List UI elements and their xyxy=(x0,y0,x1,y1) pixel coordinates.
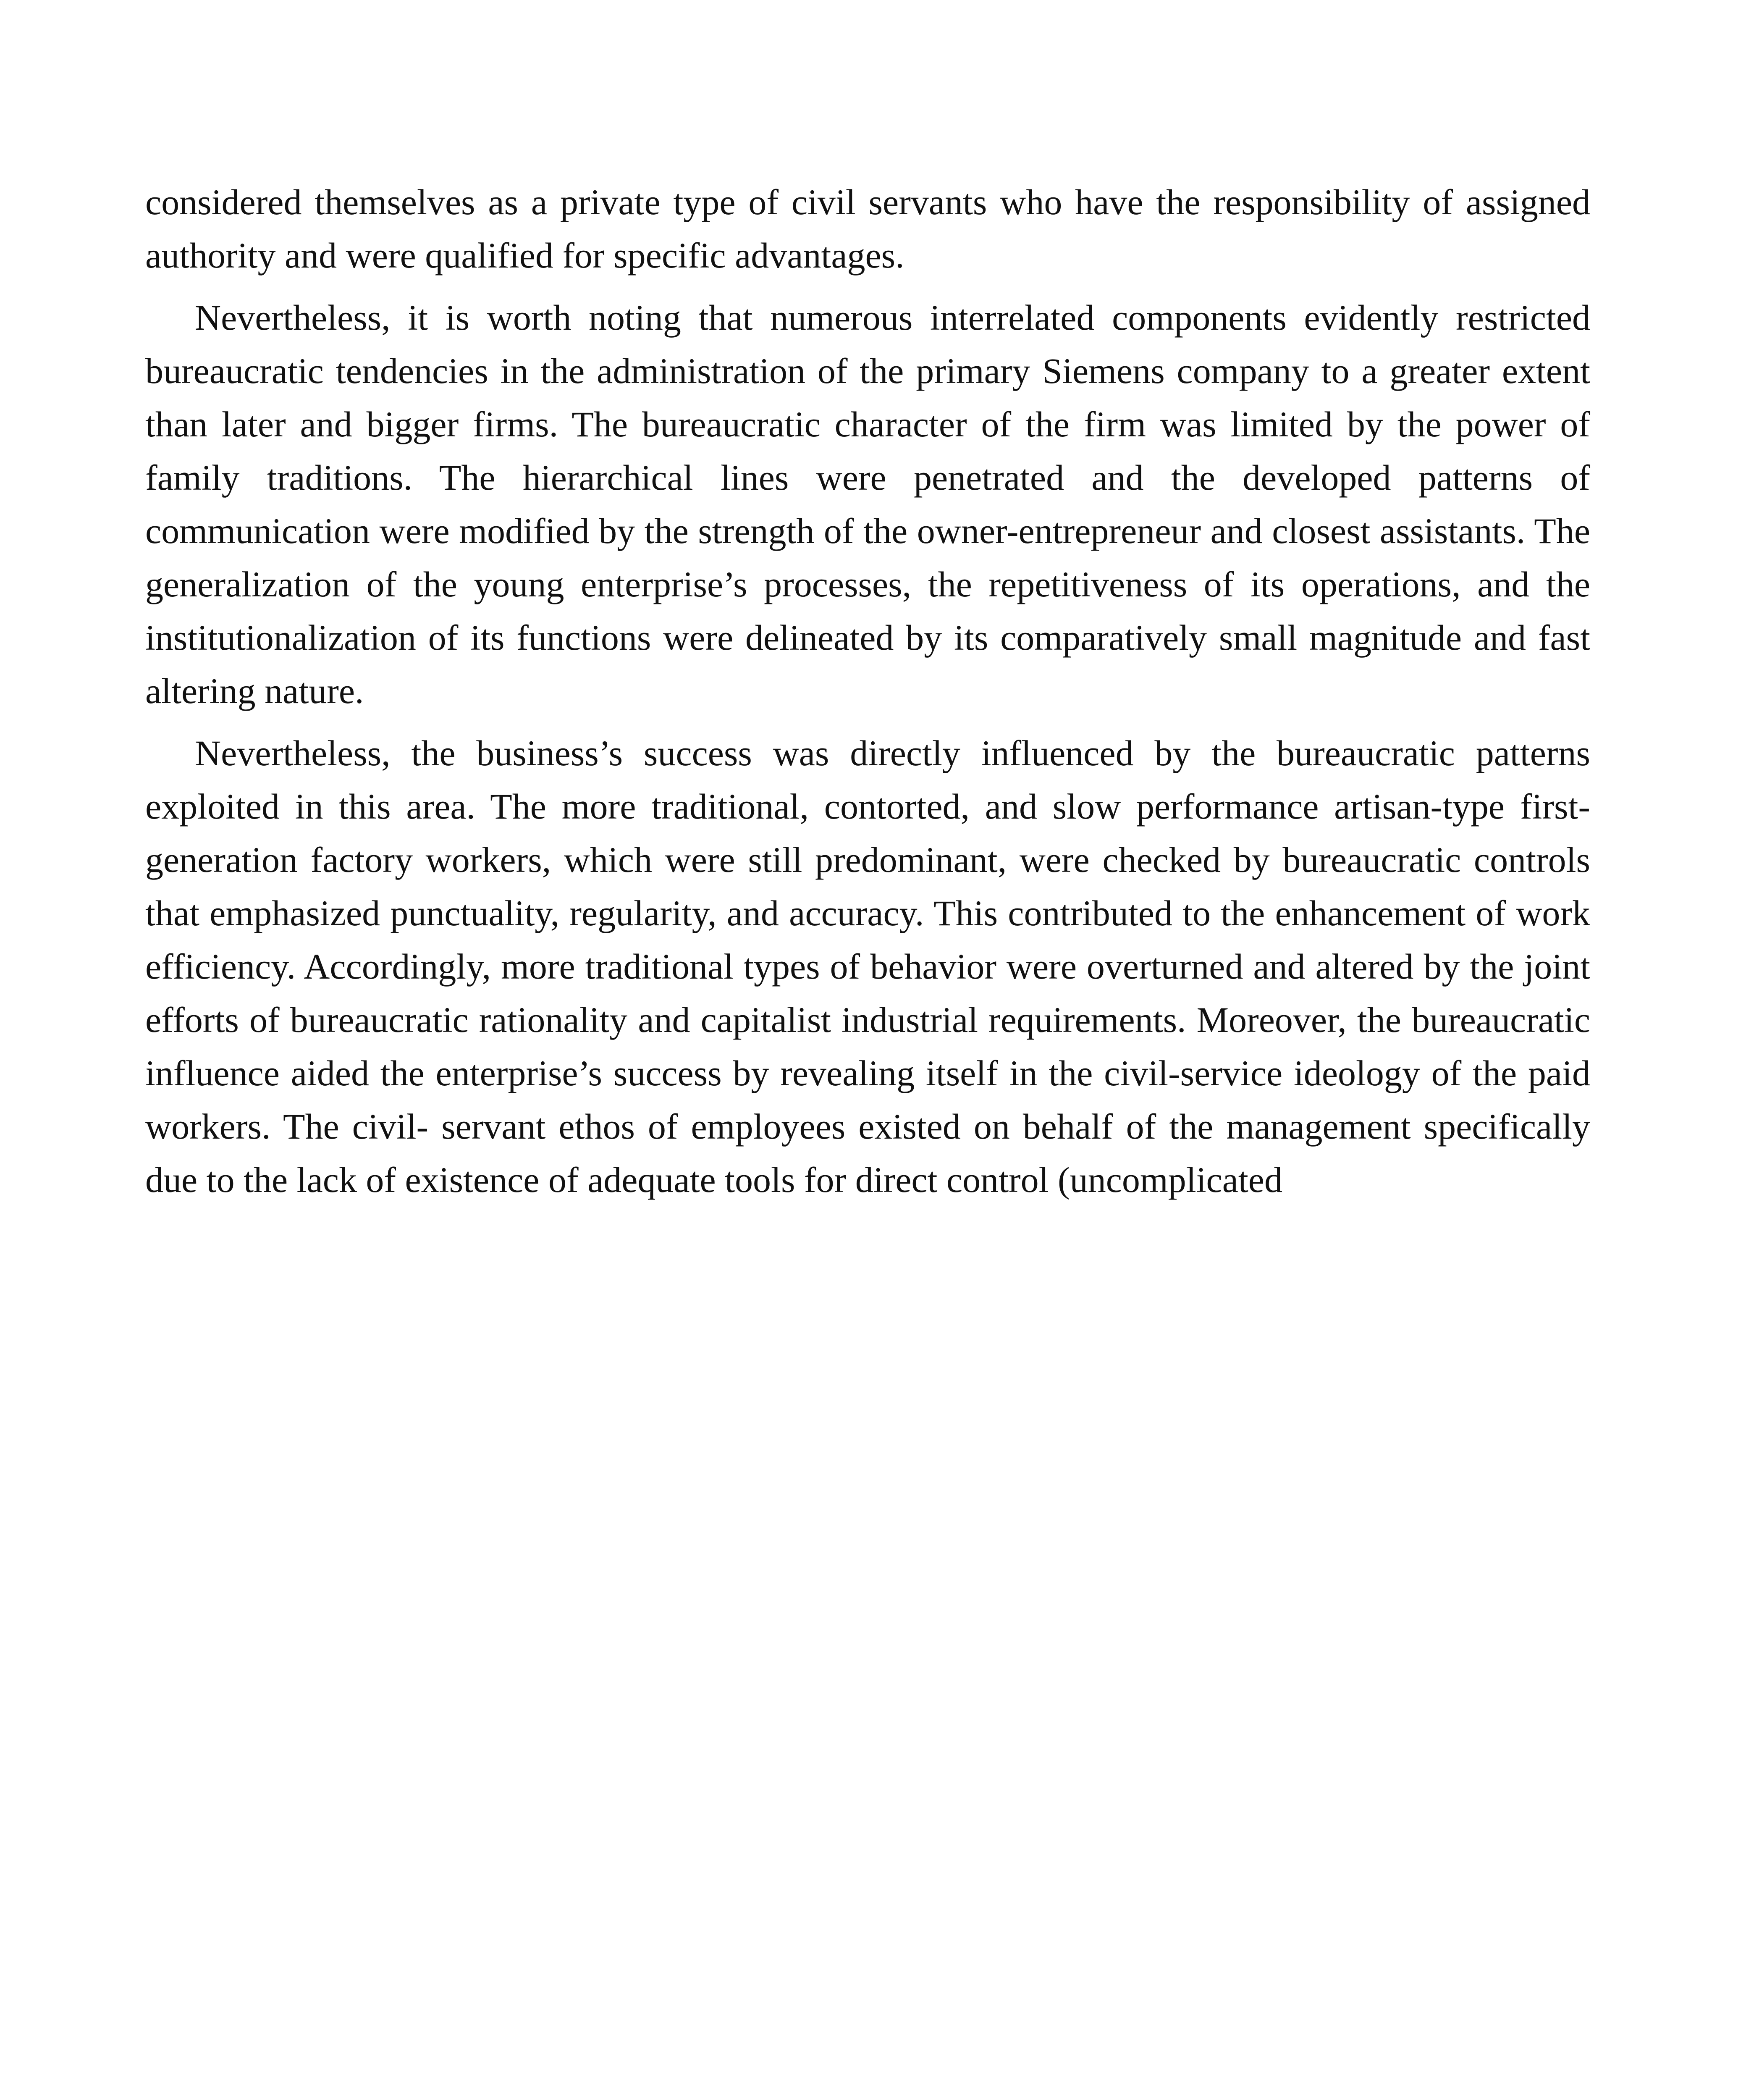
document-page xyxy=(145,176,1590,1207)
paragraph-3: Nevertheless, the business’s success was directly influenced by the bureaucratic patterns exploited in this area. The more traditional, contorted, and slow performance artisan-type first-generation factory workers, which were still predominant, were checked by bureaucratic controls that emphasized punctuality, regularity, and accuracy. This contributed to the enhancement of work efficiency. Accordingly, more traditional types of behavior were overturned and altered by the joint efforts of bureaucratic rationality and capitalist industrial requirements. Moreover, the bureaucratic influence aided the enterprise’s success by revealing itself in the civil-service ideology of the paid workers. The civil- servant ethos of employees existed on behalf of the management specifically due to the lack of existence of adequate tools for direct control (uncomplicated xyxy=(145,733,1590,1200)
paragraph-2: Nevertheless, it is worth noting that numerous interrelated components evidently restricted bureaucratic tendencies in the administration of the primary Siemens company to a greater extent than later and bigger firms. The bureaucratic character of the firm was limited by the power of family traditions. The hierarchical lines were penetrated and the developed patterns of communication were modified by the strength of the owner-entrepreneur and closest assistants. The generalization of the young enterprise’s processes, the repetitiveness of its operations, and the institutionalization of its functions were delineated by its comparatively small magnitude and fast altering nature. xyxy=(145,297,1590,711)
paragraph-1: considered themselves as a private type of civil servants who have the responsibility of assigned authority and were qualified for specific advantages. xyxy=(145,182,1590,276)
